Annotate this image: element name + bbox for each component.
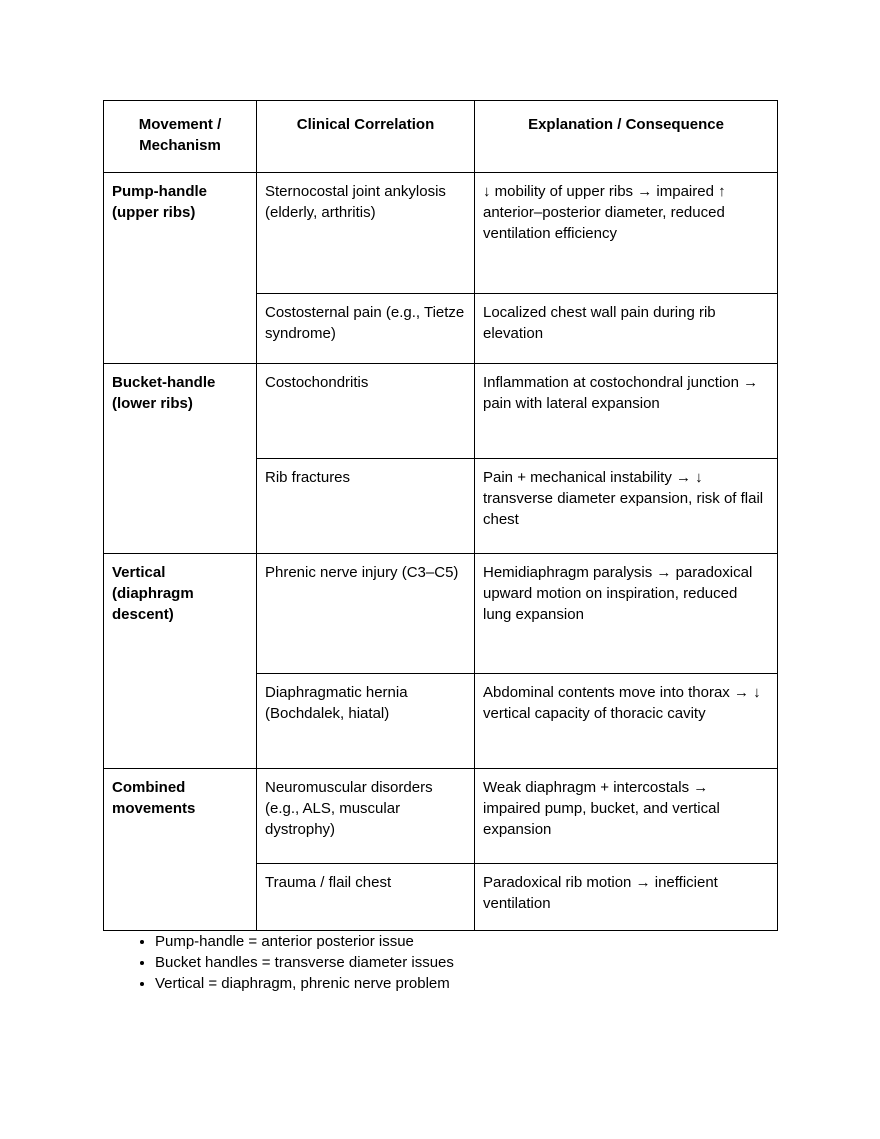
column-header-clinical-correlation: Clinical Correlation [257, 101, 475, 173]
correlation-cell: Costochondritis [257, 364, 475, 459]
column-header-movement-mechanism: Movement / Mechanism [104, 101, 257, 173]
explanation-cell: Localized chest wall pain during rib elevation [475, 294, 778, 364]
table-row [104, 173, 778, 294]
correlation-cell: Sternocostal joint ankylosis (elderly, arthritis) [257, 173, 475, 294]
note-item-vertical: • Vertical = diaphragm, phrenic nerve problem [155, 973, 454, 994]
explanation-cell: Paradoxical rib motion → inefficient ventilation [475, 864, 778, 931]
table-row [104, 554, 778, 674]
summary-notes-list [113, 931, 454, 994]
explanation-cell: Weak diaphragm + intercostals → impaired pump, bucket, and vertical expansion [475, 769, 778, 864]
respiratory-mechanics-table [103, 100, 778, 931]
note-item-pump-handle: • Pump-handle = anterior posterior issue [155, 931, 454, 952]
column-header-explanation-consequence: Explanation / Consequence [475, 101, 778, 173]
correlation-cell: Rib fractures [257, 459, 475, 554]
correlation-cell: Diaphragmatic hernia (Bochdalek, hiatal) [257, 674, 475, 769]
table-row [104, 769, 778, 864]
note-item-bucket-handle: • Bucket handles = transverse diameter issues [155, 952, 454, 973]
explanation-cell: Hemidiaphragm paralysis → paradoxical upward motion on inspiration, reduced lung expansion [475, 554, 778, 674]
explanation-cell: Pain + mechanical instability → ↓ transverse diameter expansion, risk of flail chest [475, 459, 778, 554]
table-row [104, 364, 778, 459]
explanation-cell: ↓ mobility of upper ribs → impaired ↑ anterior–posterior diameter, reduced ventilation efficiency [475, 173, 778, 294]
correlation-cell: Trauma / flail chest [257, 864, 475, 931]
table-header-row [104, 101, 778, 173]
correlation-cell: Costosternal pain (e.g., Tietze syndrome) [257, 294, 475, 364]
mechanism-cell-bucket-handle: Bucket-handle (lower ribs) [104, 364, 257, 554]
explanation-cell: Abdominal contents move into thorax → ↓ vertical capacity of thoracic cavity [475, 674, 778, 769]
explanation-cell: Inflammation at costochondral junction → pain with lateral expansion [475, 364, 778, 459]
mechanism-cell-combined: Combined movements [104, 769, 257, 931]
correlation-cell: Neuromuscular disorders (e.g., ALS, muscular dystrophy) [257, 769, 475, 864]
correlation-cell: Phrenic nerve injury (C3–C5) [257, 554, 475, 674]
mechanism-cell-vertical: Vertical (diaphragm descent) [104, 554, 257, 769]
mechanism-cell-pump-handle: Pump-handle (upper ribs) [104, 173, 257, 364]
